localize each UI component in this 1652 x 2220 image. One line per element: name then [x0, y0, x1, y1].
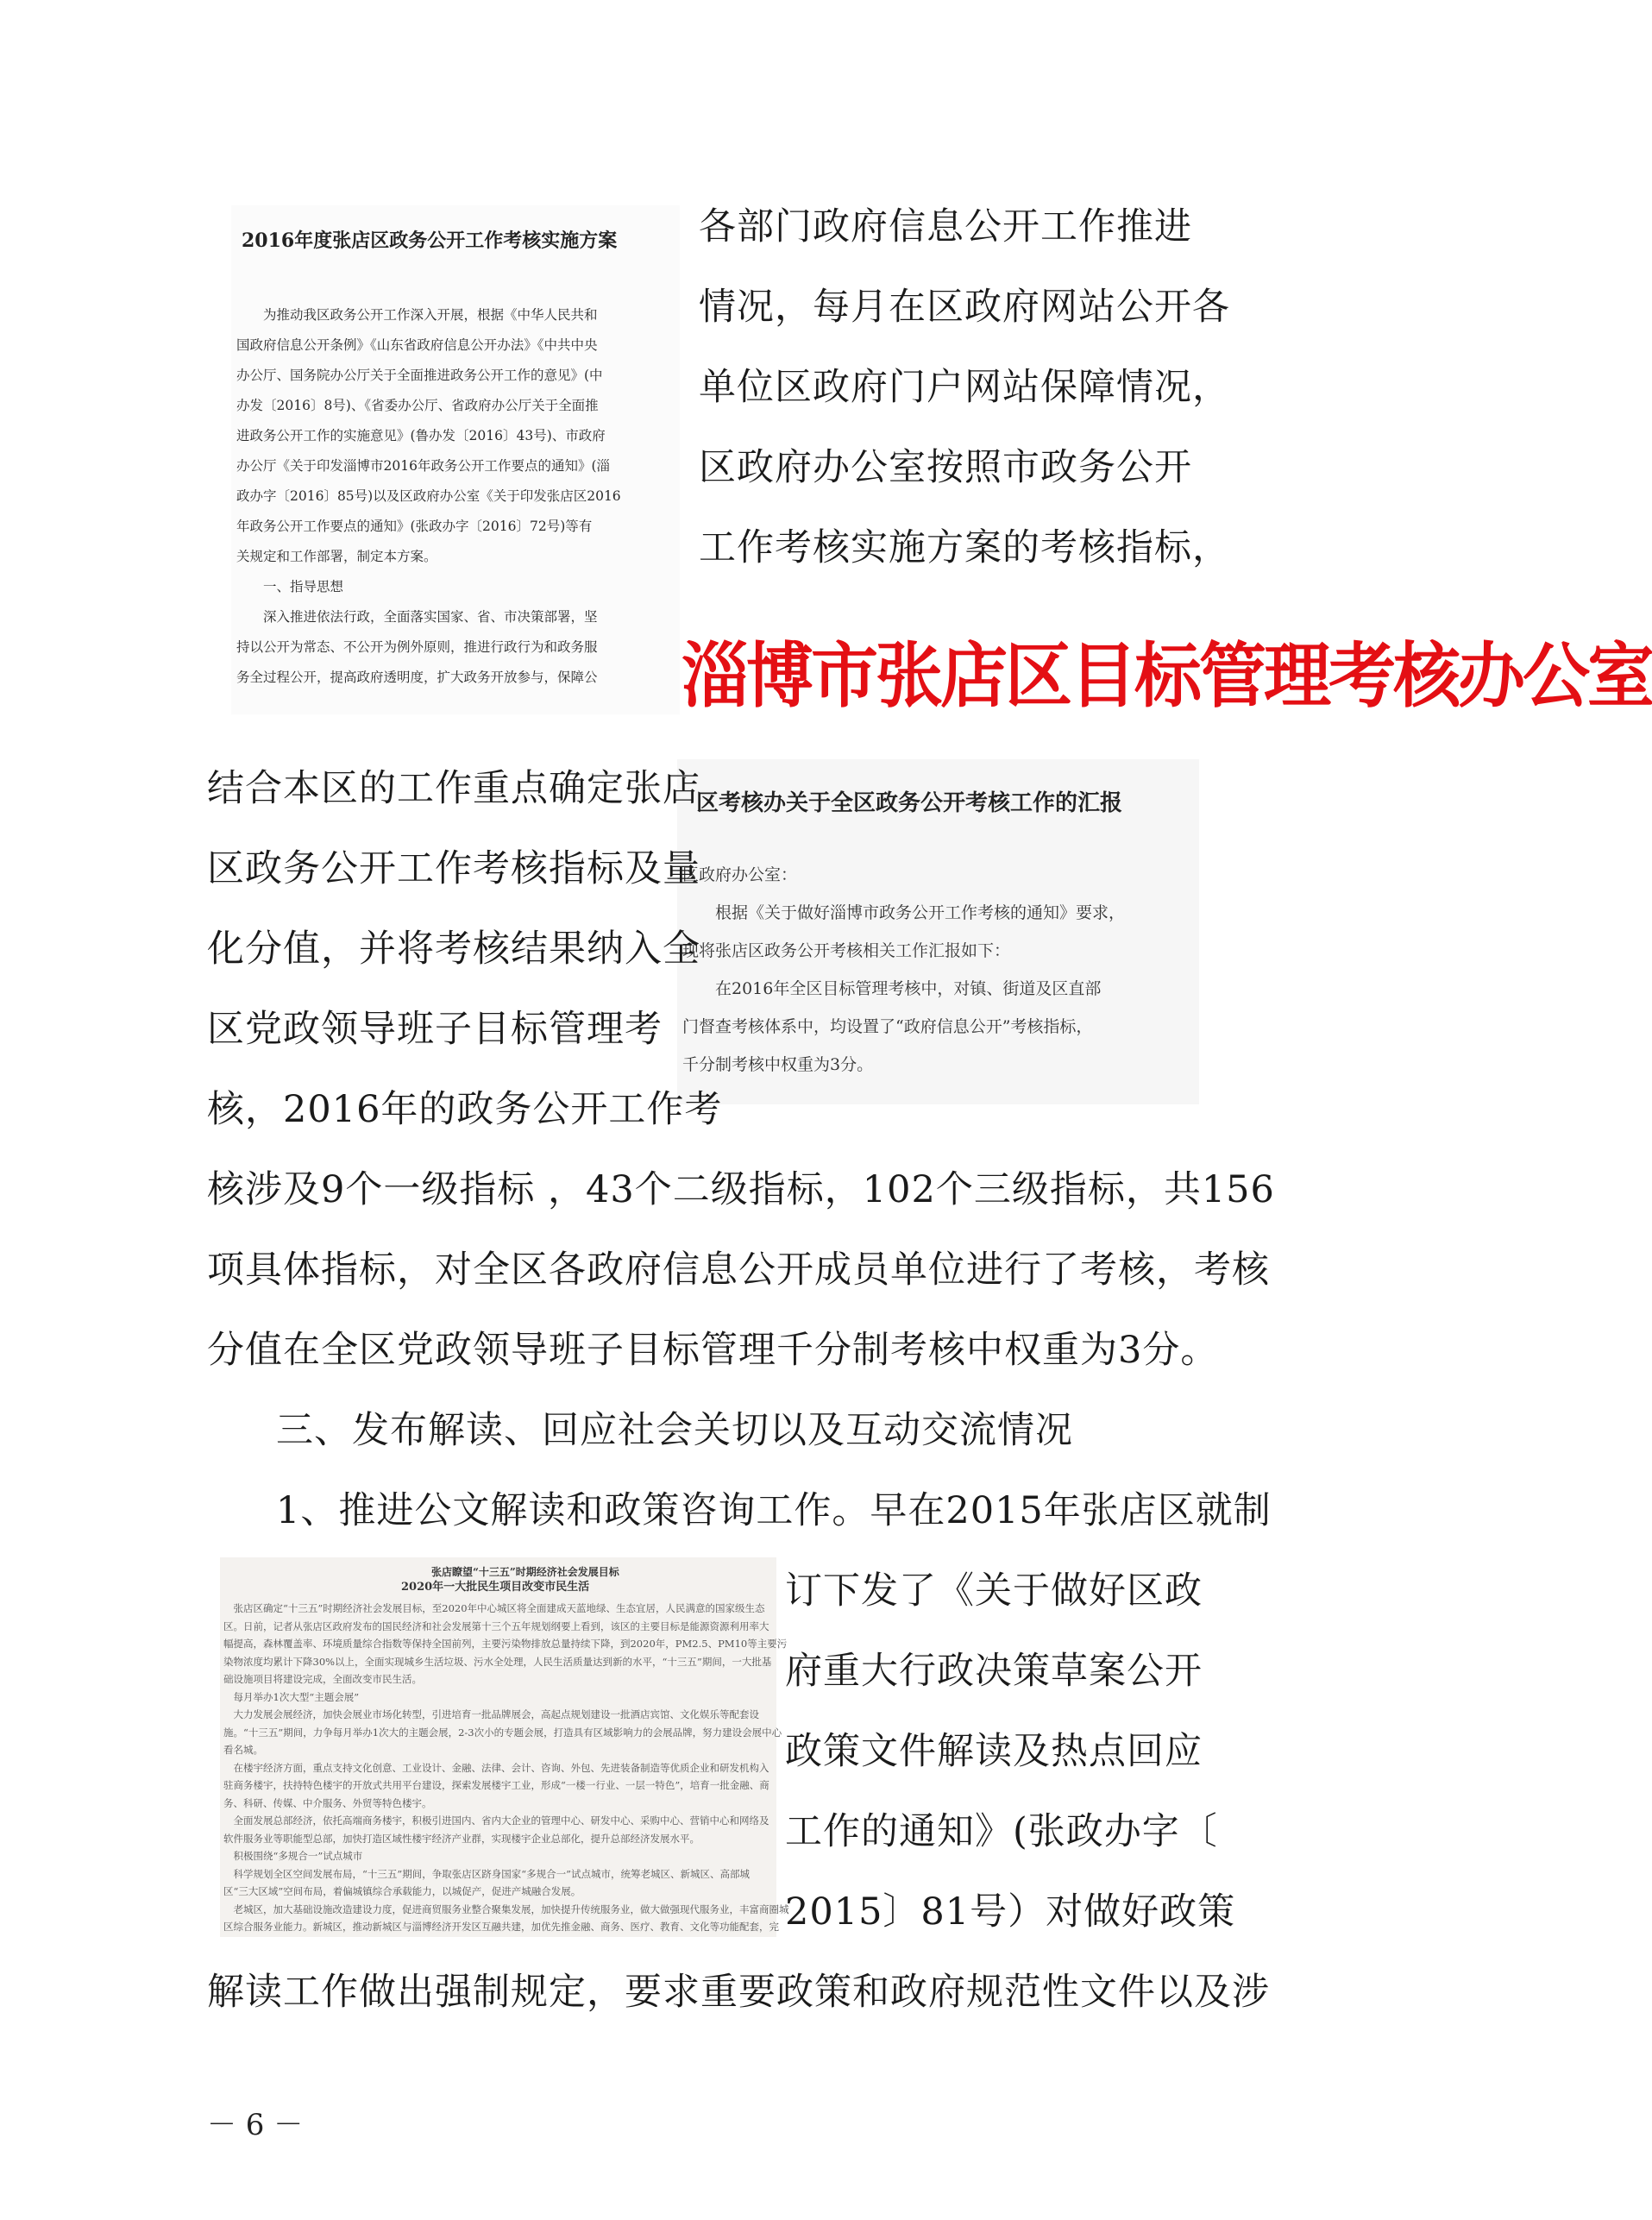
- text-line: 工作考核实施方案的考核指标，: [699, 526, 1230, 569]
- inset-text-line: 软件服务业等职能型总部，加快打造区域性楼宇经济产业群，实现楼宇企业总部化，提升总部经济发展水平。: [223, 1832, 700, 1845]
- inset-image-newspaper: [220, 1557, 789, 1937]
- text-line: 单位区政府门户网站保障情况，: [699, 366, 1230, 409]
- inset-text-line: 驻商务楼宇，扶持特色楼宇的开放式共用平台建设，探索发展楼宇工业，形成“一楼一行业、一层一特色”，培育一批金融、商: [223, 1779, 769, 1791]
- inset-text-line: 深入推进依法行政，全面落实国家、省、市决策部署，坚: [236, 609, 598, 625]
- inset-text-line: 务、科研、传媒、中介服务、外贸等特色楼宇。: [223, 1796, 432, 1809]
- inset-text-line: 办发〔2016〕8号)、《省委办公厅、省政府办公厅关于全面推: [236, 398, 599, 413]
- text-line: 解读工作做出强制规定，要求重要政策和政府规范性文件以及涉: [207, 1971, 1270, 2014]
- text-line: 化分值，并将考核结果纳入全: [207, 928, 700, 971]
- inset-text-line: 在2016年全区目标管理考核中，对镇、街道及区直部: [682, 979, 1102, 998]
- section-heading: 三、发布解读、回应社会关切以及互动交流情况: [276, 1409, 1073, 1452]
- text-line: 项具体指标，对全区各政府信息公开成员单位进行了考核，考核: [207, 1248, 1270, 1292]
- text-line: 2015〕81号）对做好政策: [785, 1890, 1236, 1934]
- image3-title: 2020年一大批民生项目改变市民生活: [401, 1581, 590, 1594]
- text-line: 政策文件解读及热点回应: [785, 1730, 1203, 1773]
- inset-text-line: 现将张店区政务公开考核相关工作汇报如下：: [682, 941, 1011, 960]
- inset-text-line: 关规定和工作部署，制定本方案。: [236, 549, 437, 564]
- text-line: 结合本区的工作重点确定张店: [207, 767, 700, 810]
- text-line: 订下发了《关于做好区政: [785, 1569, 1203, 1613]
- inset-text-line: 每月举办1次大型“主题会展”: [223, 1690, 360, 1703]
- inset-text-line: 施。“十三五”期间，力争每月举办1次大的主题会展，2-3次小的专题会展，打造具有区域影响力的会展品牌，努力建设会展中心: [223, 1726, 782, 1739]
- image3-header: 张店瞭望“十三五”时期经济社会发展目标: [431, 1566, 619, 1578]
- inset-text-line: 年政务公开工作要点的通知》(张政办字〔2016〕72号)等有: [236, 519, 593, 534]
- text-line: 各部门政府信息公开工作推进: [699, 205, 1192, 248]
- inset-text-line: 务全过程公开，提高政府透明度，扩大政务开放参与，保障公: [236, 670, 598, 685]
- inset-text-line: 门督查考核体系中，均设置了“政府信息公开”考核指标，: [682, 1017, 1093, 1036]
- inset-text-line: 区。日前，记者从张店区政府发布的国民经济和社会发展第十三个五年规划纲要上看到，该区的主要目标是能源资源利用率大: [223, 1619, 769, 1632]
- inset-text-line: 国政府信息公开条例》《山东省政府信息公开办法》《中共中央: [236, 337, 598, 353]
- inset-text-line: 千分制考核中权重为3分。: [682, 1055, 874, 1074]
- inset-text-line: 办公厅《关于印发淄博市2016年政务公开工作要点的通知》(淄: [236, 458, 610, 474]
- text-line: 1、推进公文解读和政策咨询工作。早在2015年张店区就制: [276, 1489, 1272, 1532]
- image1-title: 2016年度张店区政务公开工作考核实施方案: [242, 230, 618, 252]
- inset-text-line: 区“三大区域”空间布局，着偏城镇综合承载能力，以城促产，促进产城融合发展。: [223, 1885, 581, 1897]
- page-number: － 6 －: [207, 2108, 304, 2142]
- inset-text-line: 张店区确定“十三五”时期经济社会发展目标，至2020年中心城区将全面建成天蓝地绿、生态宜居，人民满意的国家级生态: [223, 1602, 765, 1614]
- inset-text-line: 幅提高，森林覆盖率、环境质量综合指数等保持全国前列，主要污染物排放总量持续下降，到2020年，PM2.5、PM10等主要污: [223, 1638, 788, 1650]
- inset-text-line: 为推动我区政务公开工作深入开展，根据《中华人民共和: [236, 307, 598, 323]
- inset-text-line: 在楼宇经济方面，重点支持文化创意、工业设计、金融、法律、会计、咨询、外包、先进装备制造等优质企业和研发机构入: [223, 1761, 769, 1774]
- inset-text-line: 看名城。: [223, 1744, 263, 1756]
- inset-text-line: 大力发展会展经济，加快会展业市场化转型，引进培育一批品牌展会，高起点规划建设一批酒店宾馆、文化娱乐等配套设: [223, 1708, 759, 1720]
- text-line: 区政府办公室按照市政务公开: [699, 446, 1192, 489]
- inset-text-line: 政办字〔2016〕85号)以及区政府办公室《关于印发张店区2016: [236, 488, 621, 504]
- inset-text-line: 全面发展总部经济，依托高端商务楼宇，积极引进国内、省内大企业的管理中心、研发中心、采购中心、营销中心和网络及: [223, 1814, 769, 1827]
- inset-text-line: 科学规划全区空间发展布局，“十三五”期间，争取张店区跻身国家“多规合一”试点城市，统筹老城区、新城区、高部城: [223, 1867, 751, 1880]
- inset-image-implementation-plan: [231, 205, 680, 714]
- inset-text-line: 持以公开为常态、不公开为例外原则，推进行政行为和政务服: [236, 639, 598, 655]
- inset-text-line: 础设施项目将建设完成，全面改变市民生活。: [223, 1673, 422, 1685]
- text-line: 分值在全区党政领导班子目标管理千分制考核中权重为3分。: [207, 1329, 1219, 1372]
- text-line: 情况，每月在区政府网站公开各: [699, 286, 1230, 329]
- inset-text-line: 区综合服务业能力。新城区，推动新城区与淄博经济开发区互融共建，加优先推金融、商务、医疗、教育、文化等功能配套，完: [223, 1921, 779, 1933]
- office-letterhead-stamp: 淄博市张店区目标管理考核办公室: [682, 635, 1652, 718]
- inset-image-report: [677, 759, 1199, 1104]
- inset-text-line: 办公厅、国务院办公厅关于全面推进政务公开工作的意见》(中: [236, 368, 603, 383]
- text-line: 核，2016年的政务公开工作考: [207, 1088, 723, 1131]
- text-line: 府重大行政决策草案公开: [785, 1650, 1203, 1693]
- inset-text-line: 根据《关于做好淄博市政务公开工作考核的通知》要求，: [682, 903, 1126, 922]
- image2-title: 区考核办关于全区政务公开考核工作的汇报: [696, 790, 1123, 816]
- inset-text-line: 进政务公开工作的实施意见》(鲁办发〔2016〕43号)、市政府: [236, 428, 606, 443]
- inset-text-line: 老城区，加大基础设施改造建设力度，促进商贸服务业整合聚集发展，加快提升传统服务业，做大做强现代服务业，丰富商圈城: [223, 1902, 789, 1915]
- inset-text-line: 积极围绕“多规合一”试点城市: [223, 1850, 363, 1862]
- inset-text-line: 一、指导思想: [236, 579, 344, 594]
- text-line: 区政务公开工作考核指标及量: [207, 847, 700, 890]
- text-line: 工作的通知》(张政办字〔: [785, 1810, 1218, 1853]
- inset-text-line: 区政府办公室：: [682, 865, 798, 884]
- text-line: 核涉及9个一级指标 ，43个二级指标，102个三级指标，共156: [207, 1168, 1275, 1211]
- inset-text-line: 染物浓度均累计下降30%以上，全面实现城乡生活垃圾、污水全处理，人民生活质量达到新的水平，“十三五”期间，一大批基: [223, 1655, 772, 1668]
- text-line: 区党政领导班子目标管理考: [207, 1008, 663, 1051]
